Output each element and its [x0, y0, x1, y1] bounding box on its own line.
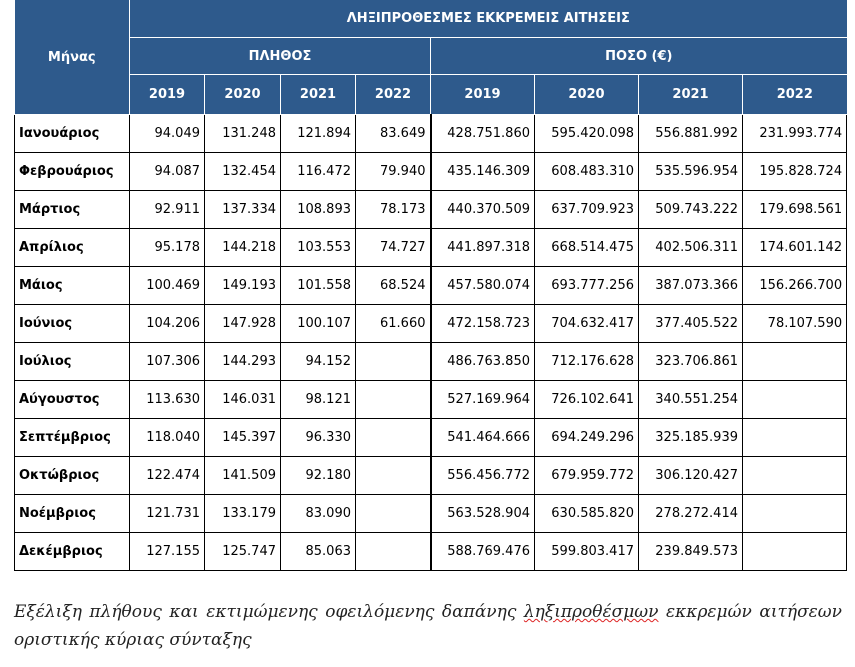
table-row: [15, 305, 847, 343]
amount-cell: 340.551.254: [639, 381, 743, 419]
count-cell: 122.474: [130, 457, 205, 495]
amount-cell: 377.405.522: [639, 305, 743, 343]
table-row: [15, 343, 847, 381]
table-row: [15, 457, 847, 495]
amount-cell: 435.146.309: [431, 153, 535, 191]
amount-cell: 457.580.074: [431, 267, 535, 305]
amount-cell: 637.709.923: [535, 191, 639, 229]
amount-cell: 231.993.774: [743, 115, 847, 153]
count-cell: 147.928: [205, 305, 281, 343]
month-cell: Ιανουάριος: [15, 115, 130, 153]
count-cell: 104.206: [130, 305, 205, 343]
amount-year-header: 2022: [743, 75, 847, 115]
table-row: [15, 495, 847, 533]
count-cell: 107.306: [130, 343, 205, 381]
count-cell: 68.524: [356, 267, 431, 305]
count-cell: [356, 533, 431, 571]
count-cell: 103.553: [281, 229, 356, 267]
amount-cell: 441.897.318: [431, 229, 535, 267]
count-cell: 92.911: [130, 191, 205, 229]
count-cell: 141.509: [205, 457, 281, 495]
amount-cell: 608.483.310: [535, 153, 639, 191]
amount-cell: [743, 343, 847, 381]
amount-cell: 323.706.861: [639, 343, 743, 381]
amount-cell: 527.169.964: [431, 381, 535, 419]
count-cell: 121.731: [130, 495, 205, 533]
count-cell: 113.630: [130, 381, 205, 419]
count-cell: 125.747: [205, 533, 281, 571]
table-container: [14, 0, 847, 571]
group-title: ΛΗΞΙΠΡΟΘΕΣΜΕΣ ΕΚΚΡΕΜΕΙΣ ΑΙΤΗΣΕΙΣ: [130, 0, 847, 38]
amount-cell: [743, 533, 847, 571]
month-cell: Νοέμβριος: [15, 495, 130, 533]
amount-cell: 693.777.256: [535, 267, 639, 305]
table-row: [15, 381, 847, 419]
amount-year-header: 2019: [431, 75, 535, 115]
count-cell: [356, 419, 431, 457]
count-cell: [356, 381, 431, 419]
count-cell: 94.087: [130, 153, 205, 191]
month-header: Μήνας: [15, 0, 130, 115]
amount-cell: 668.514.475: [535, 229, 639, 267]
amount-cell: [743, 495, 847, 533]
amount-cell: 694.249.296: [535, 419, 639, 457]
table-row: [15, 419, 847, 457]
pending-applications-table: [14, 0, 847, 571]
count-cell: 95.178: [130, 229, 205, 267]
count-cell: 144.293: [205, 343, 281, 381]
count-cell: 146.031: [205, 381, 281, 419]
amount-cell: 563.528.904: [431, 495, 535, 533]
amount-cell: 704.632.417: [535, 305, 639, 343]
count-cell: 145.397: [205, 419, 281, 457]
amount-cell: [743, 381, 847, 419]
count-cell: 83.090: [281, 495, 356, 533]
count-cell: 133.179: [205, 495, 281, 533]
amount-cell: 599.803.417: [535, 533, 639, 571]
amount-cell: 556.881.992: [639, 115, 743, 153]
count-cell: 149.193: [205, 267, 281, 305]
count-year-header: 2019: [130, 75, 205, 115]
count-cell: 78.173: [356, 191, 431, 229]
count-cell: 137.334: [205, 191, 281, 229]
count-cell: 83.649: [356, 115, 431, 153]
amount-cell: 174.601.142: [743, 229, 847, 267]
count-cell: 96.330: [281, 419, 356, 457]
count-cell: 127.155: [130, 533, 205, 571]
count-cell: 74.727: [356, 229, 431, 267]
count-cell: 98.121: [281, 381, 356, 419]
amount-cell: 306.120.427: [639, 457, 743, 495]
month-cell: Μάρτιος: [15, 191, 130, 229]
caption-text-end: εκκρεμών αιτήσεων οριστικής κύριας σύνταξης: [14, 602, 842, 650]
month-cell: Ιούνιος: [15, 305, 130, 343]
amount-cell: 78.107.590: [743, 305, 847, 343]
month-cell: Ιούλιος: [15, 343, 130, 381]
count-cell: 131.248: [205, 115, 281, 153]
count-cell: 101.558: [281, 267, 356, 305]
amount-cell: 325.185.939: [639, 419, 743, 457]
amount-cell: 509.743.222: [639, 191, 743, 229]
amount-cell: 278.272.414: [639, 495, 743, 533]
count-cell: 79.940: [356, 153, 431, 191]
count-cell: 85.063: [281, 533, 356, 571]
count-cell: 108.893: [281, 191, 356, 229]
count-year-header: 2021: [281, 75, 356, 115]
count-cell: 94.049: [130, 115, 205, 153]
amount-cell: 195.828.724: [743, 153, 847, 191]
month-cell: Φεβρουάριος: [15, 153, 130, 191]
table-row: [15, 533, 847, 571]
count-year-header: 2022: [356, 75, 431, 115]
amount-cell: 486.763.850: [431, 343, 535, 381]
amount-cell: 387.073.366: [639, 267, 743, 305]
amount-cell: 630.585.820: [535, 495, 639, 533]
amount-cell: [743, 419, 847, 457]
amount-cell: 402.506.311: [639, 229, 743, 267]
amount-year-header: 2021: [639, 75, 743, 115]
table-row: [15, 115, 847, 153]
amount-cell: 156.266.700: [743, 267, 847, 305]
amount-cell: [743, 457, 847, 495]
count-cell: [356, 457, 431, 495]
count-cell: 132.454: [205, 153, 281, 191]
amount-cell: 712.176.628: [535, 343, 639, 381]
amount-cell: 595.420.098: [535, 115, 639, 153]
table-row: [15, 267, 847, 305]
amount-cell: 179.698.561: [743, 191, 847, 229]
count-cell: 121.894: [281, 115, 356, 153]
amount-cell: 679.959.772: [535, 457, 639, 495]
count-cell: 94.152: [281, 343, 356, 381]
month-cell: Απρίλιος: [15, 229, 130, 267]
count-cell: [356, 495, 431, 533]
amount-cell: 556.456.772: [431, 457, 535, 495]
count-cell: 61.660: [356, 305, 431, 343]
count-cell: 100.107: [281, 305, 356, 343]
table-row: [15, 153, 847, 191]
amount-cell: 541.464.666: [431, 419, 535, 457]
table-row: [15, 191, 847, 229]
count-cell: 118.040: [130, 419, 205, 457]
month-cell: Μάιος: [15, 267, 130, 305]
caption-text: Εξέλιξη πλήθους και εκτιμώμενης οφειλόμενης δαπάνης: [14, 602, 524, 622]
caption-misspelled-word: ληξιπροθέσμων: [523, 602, 659, 622]
count-cell: 92.180: [281, 457, 356, 495]
amount-cell: 472.158.723: [431, 305, 535, 343]
amount-cell: 428.751.860: [431, 115, 535, 153]
count-cell: 144.218: [205, 229, 281, 267]
amount-cell: 535.596.954: [639, 153, 743, 191]
table-row: [15, 229, 847, 267]
amount-cell: 588.769.476: [431, 533, 535, 571]
month-cell: Οκτώβριος: [15, 457, 130, 495]
count-cell: [356, 343, 431, 381]
count-cell: 116.472: [281, 153, 356, 191]
month-cell: Δεκέμβριος: [15, 533, 130, 571]
amount-cell: 239.849.573: [639, 533, 743, 571]
count-header: ΠΛΗΘΟΣ: [130, 38, 431, 75]
amount-year-header: 2020: [535, 75, 639, 115]
table-caption: [14, 598, 842, 654]
month-cell: Σεπτέμβριος: [15, 419, 130, 457]
month-cell: Αύγουστος: [15, 381, 130, 419]
amount-cell: 440.370.509: [431, 191, 535, 229]
count-cell: 100.469: [130, 267, 205, 305]
count-year-header: 2020: [205, 75, 281, 115]
amount-header: ΠΟΣΟ (€): [431, 38, 847, 75]
amount-cell: 726.102.641: [535, 381, 639, 419]
